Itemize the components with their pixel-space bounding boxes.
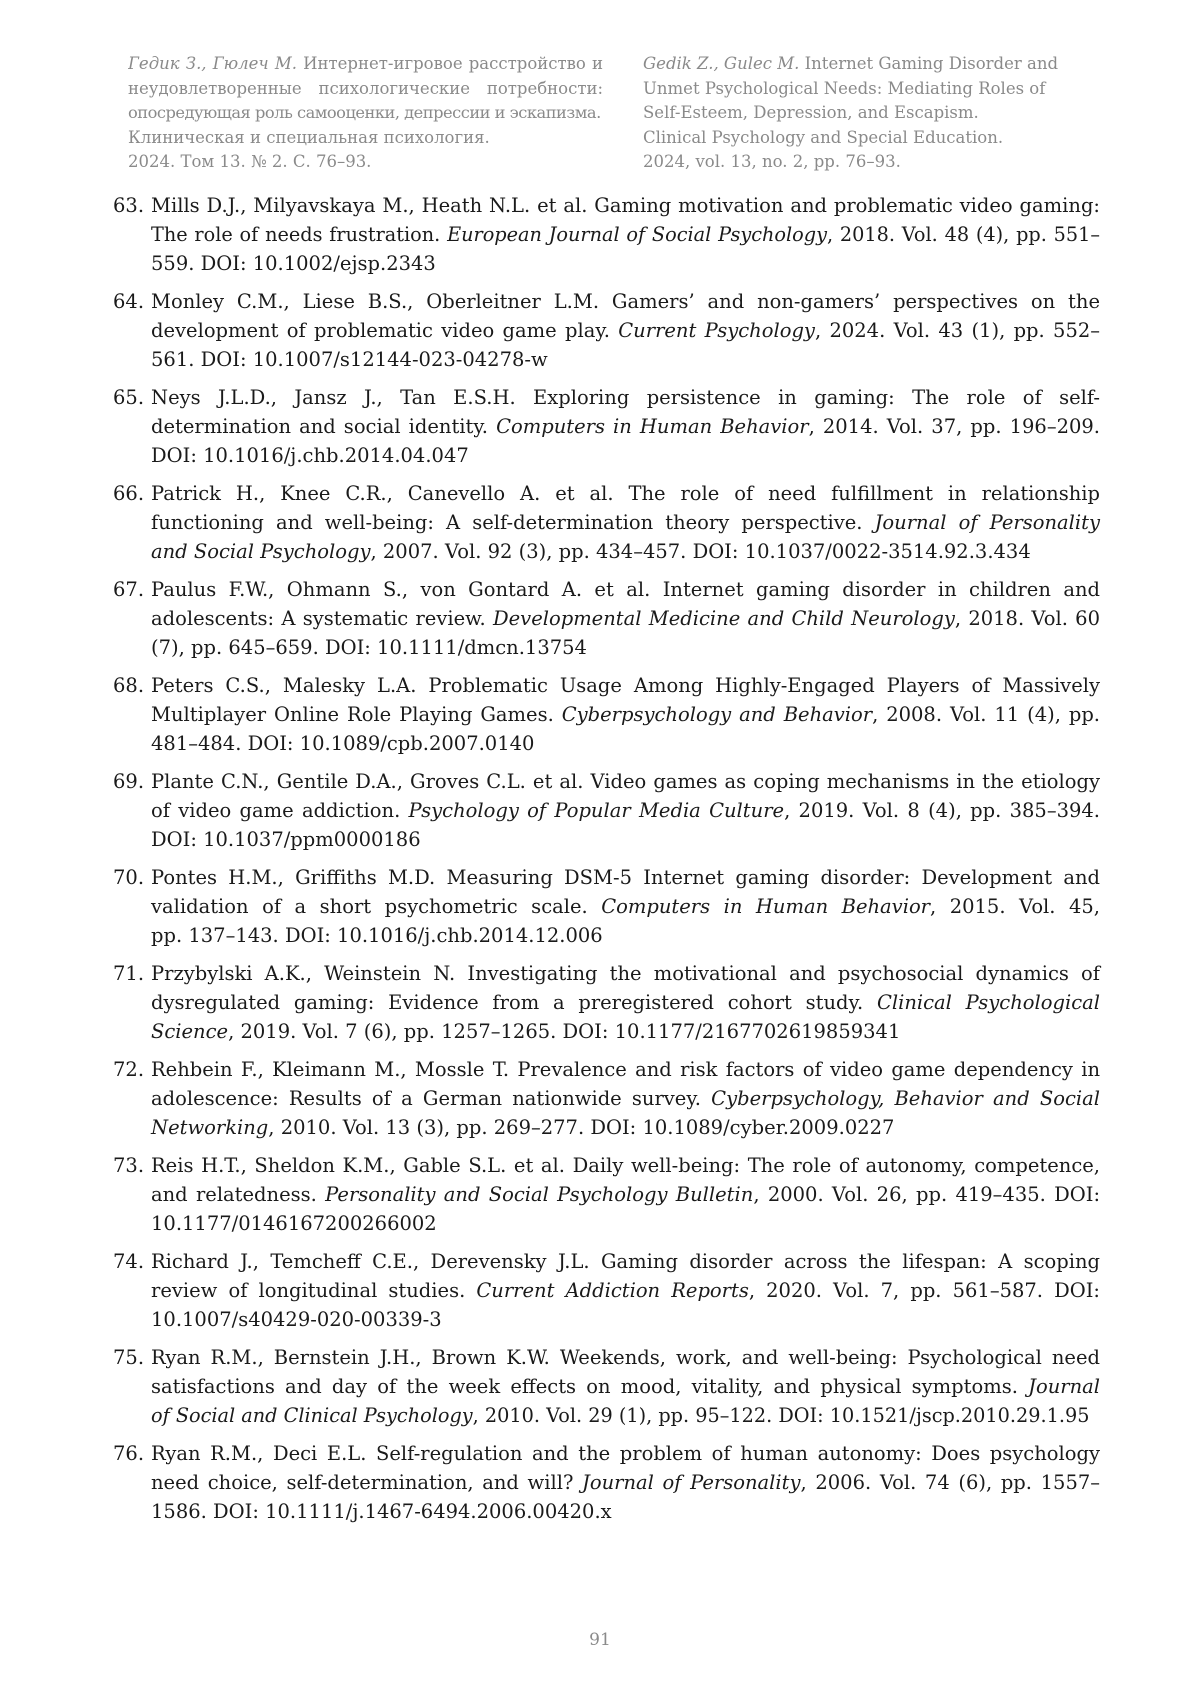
reference-text: , 2018. Vol. 48 (4), pp. 551– xyxy=(826,223,1100,246)
reference-journal: and Social Psychology xyxy=(151,540,371,563)
page-number: 91 xyxy=(589,1630,611,1650)
reference-text: , 2019. Vol. 7 (6), pp. 1257–1265. DOI: 10.1177/2167702619859341 xyxy=(228,1020,901,1043)
reference-text: 559. DOI: 10.1002/ejsp.2343 xyxy=(151,252,436,275)
reference-line-2 xyxy=(151,1372,1100,1401)
reference-line-2 xyxy=(151,316,1100,345)
reference-text: validation of a short psychometric scale. xyxy=(151,895,602,918)
header-en-authors: Gedik Z., Gulec M. xyxy=(643,54,800,73)
reference-line-1: Peters C.S., Malesky L.A. Problematic Usage Among Highly-Engaged Players of Massively xyxy=(151,674,1100,697)
reference-line-3 xyxy=(151,1305,1100,1334)
reference-text: adolescence: Results of a German nationwide survey. xyxy=(151,1087,712,1110)
reference-line-3 xyxy=(151,537,1100,566)
reference-number: 70. xyxy=(113,866,145,889)
reference-line-2 xyxy=(151,988,1100,1017)
reference-journal: Science xyxy=(151,1020,229,1043)
header-ru-line-3: опосредующая роль самооценки, депрессии и эскапизма. xyxy=(128,103,601,122)
reference-number: 73. xyxy=(113,1154,145,1177)
reference-line-3 xyxy=(151,345,1100,374)
header-en-line-2: Unmet Psychological Needs: Mediating Roles of xyxy=(643,78,1046,98)
reference-text: , 2020. Vol. 7, pp. 561–587. DOI: xyxy=(748,1279,1100,1302)
reference-journal: Current Addiction Reports xyxy=(476,1279,749,1302)
reference-line-1: Mills D.J., Milyavskaya M., Heath N.L. et al. Gaming motivation and problematic video gaming: xyxy=(151,194,1100,217)
reference-journal: Journal xyxy=(1028,1375,1100,1398)
reference-number: 71. xyxy=(113,962,145,985)
reference-line-2 xyxy=(151,412,1100,441)
reference-text: 10.1007/s40429-020-00339-3 xyxy=(151,1308,442,1331)
reference-text: development of problematic video game play. xyxy=(151,319,619,342)
reference-line-2 xyxy=(151,1180,1100,1209)
reference-line-2 xyxy=(151,1276,1100,1305)
reference-text: , 2006. Vol. 74 (6), pp. 1557– xyxy=(800,1471,1101,1494)
reference-item xyxy=(113,1439,1100,1526)
reference-number: 65. xyxy=(113,386,145,409)
reference-text: functioning and well-being: A self-determination theory perspective. xyxy=(151,511,875,534)
reference-number: 74. xyxy=(113,1250,145,1273)
reference-text: The role of needs frustration. xyxy=(151,223,448,246)
reference-line-2 xyxy=(151,892,1100,921)
reference-journal: Journal of Personality xyxy=(874,511,1101,534)
header-en-line-1: Gedik Z., Gulec M. Internet Gaming Disorder and xyxy=(643,54,1059,73)
reference-line-3 xyxy=(151,1209,1100,1238)
reference-text: , 2024. Vol. 43 (1), pp. 552– xyxy=(814,319,1101,342)
reference-item xyxy=(113,767,1100,854)
reference-line-1: Rehbein F., Kleimann M., Mossle T. Prevalence and risk factors of video game dependency in xyxy=(151,1058,1100,1081)
reference-line-1: Richard J., Temcheff C.E., Derevensky J.L. Gaming disorder across the lifespan: A scoping xyxy=(151,1250,1100,1273)
reference-text: , 2019. Vol. 8 (4), pp. 385–394. xyxy=(784,799,1100,822)
reference-line-2 xyxy=(151,508,1100,537)
reference-item xyxy=(113,1343,1100,1430)
reference-number: 72. xyxy=(113,1058,145,1081)
header-ru-authors: Гедик З., Гюлеч М. xyxy=(128,54,297,73)
reference-text: of video game addiction. xyxy=(151,799,409,822)
reference-line-3 xyxy=(151,441,1100,470)
reference-text: , 2008. Vol. 11 (4), pp. xyxy=(872,703,1100,726)
reference-item xyxy=(113,191,1100,278)
reference-journal: Computers in Human Behavior xyxy=(601,895,931,918)
reference-line-3 xyxy=(151,1401,1100,1430)
reference-line-1: Monley C.M., Liese B.S., Oberleitner L.M. Gamers’ and non-gamers’ perspectives on the xyxy=(151,290,1100,313)
header-ru-line-1: Гедик З., Гюлеч М. Интернет-игровое расстройство и xyxy=(128,54,603,73)
reference-text: DOI: 10.1016/j.chb.2014.04.047 xyxy=(151,444,469,467)
header-en-line-4: Clinical Psychology and Special Education. xyxy=(643,127,1004,147)
reference-text: , 2000. Vol. 26, pp. 419–435. DOI: xyxy=(753,1183,1101,1206)
reference-journal: Journal of Personality xyxy=(582,1471,801,1494)
reference-text: need choice, self-determination, and will? xyxy=(151,1471,583,1494)
reference-text: DOI: 10.1037/ppm0000186 xyxy=(151,828,421,851)
reference-journal: Psychology of Popular Media Culture xyxy=(408,799,785,822)
reference-text: review of longitudinal studies. xyxy=(151,1279,477,1302)
reference-number: 75. xyxy=(113,1346,145,1369)
reference-text: Multiplayer Online Role Playing Games. xyxy=(151,703,562,726)
reference-journal: Cyberpsychology and Behavior xyxy=(561,703,873,726)
reference-number: 66. xyxy=(113,482,145,505)
header-ru-line-5: 2024. Том 13. № 2. С. 76–93. xyxy=(128,152,372,171)
reference-line-1: Pontes H.M., Griffiths M.D. Measuring DSM-5 Internet gaming disorder: Development and xyxy=(151,866,1100,889)
header-english xyxy=(643,52,1118,175)
reference-journal: Computers in Human Behavior xyxy=(496,415,809,438)
reference-number: 69. xyxy=(113,770,145,793)
reference-line-3 xyxy=(151,1017,1100,1046)
reference-text: , 2010. Vol. 29 (1), pp. 95–122. DOI: 10.1521/jscp.2010.29.1.95 xyxy=(472,1404,1090,1427)
reference-number: 68. xyxy=(113,674,145,697)
reference-journal: Developmental Medicine and Child Neurology xyxy=(493,607,955,630)
reference-line-2 xyxy=(151,220,1100,249)
reference-journal: Personality and Social Psychology Bulletin xyxy=(325,1183,754,1206)
reference-text: , 2007. Vol. 92 (3), pp. 434–457. DOI: 10.1037/0022-3514.92.3.434 xyxy=(370,540,1031,563)
reference-number: 64. xyxy=(113,290,145,313)
reference-line-3 xyxy=(151,825,1100,854)
reference-item xyxy=(113,1151,1100,1238)
reference-line-1: Patrick H., Knee C.R., Canevello A. et al. The role of need fulfillment in relationship xyxy=(151,482,1100,505)
reference-line-1: Przybylski A.K., Weinstein N. Investigating the motivational and psychosocial dynamics of xyxy=(151,962,1100,985)
reference-line-3 xyxy=(151,729,1100,758)
header-ru-line-2: неудовлетворенные психологические потребности: xyxy=(128,78,603,98)
reference-line-2 xyxy=(151,700,1100,729)
reference-line-1: Ryan R.M., Bernstein J.H., Brown K.W. Weekends, work, and well-being: Psychological need xyxy=(151,1346,1100,1369)
reference-text: , 2014. Vol. 37, pp. 196–209. xyxy=(808,415,1100,438)
reference-journal: European Journal of Social Psychology xyxy=(447,223,827,246)
reference-item xyxy=(113,1247,1100,1334)
reference-text: , 2015. Vol. 45, xyxy=(930,895,1100,918)
reference-line-3 xyxy=(151,633,1100,662)
reference-line-3 xyxy=(151,249,1100,278)
reference-list xyxy=(113,191,1100,1535)
reference-item xyxy=(113,671,1100,758)
reference-text: , 2010. Vol. 13 (3), pp. 269–277. DOI: 10.1089/cyber.2009.0227 xyxy=(268,1116,895,1139)
reference-text: (7), pp. 645–659. DOI: 10.1111/dmcn.13754 xyxy=(151,636,587,659)
reference-item xyxy=(113,959,1100,1046)
reference-line-2 xyxy=(151,1084,1100,1113)
reference-number: 63. xyxy=(113,194,145,217)
reference-line-3 xyxy=(151,1113,1100,1142)
reference-item xyxy=(113,383,1100,470)
reference-line-1: Paulus F.W., Ohmann S., von Gontard A. et al. Internet gaming disorder in children and xyxy=(151,578,1100,601)
reference-text: pp. 137–143. DOI: 10.1016/j.chb.2014.12.006 xyxy=(151,924,603,947)
reference-text: 1586. DOI: 10.1111/j.1467-6494.2006.00420.x xyxy=(151,1500,612,1523)
reference-number: 76. xyxy=(113,1442,145,1465)
reference-line-1: Reis H.T., Sheldon K.M., Gable S.L. et al. Daily well-being: The role of autonomy, competence, xyxy=(151,1154,1100,1177)
reference-text: 10.1177/0146167200266002 xyxy=(151,1212,437,1235)
header-ru-line-4: Клиническая и специальная психология. xyxy=(128,127,490,147)
reference-journal: of Social and Clinical Psychology xyxy=(151,1404,473,1427)
reference-line-1: Plante C.N., Gentile D.A., Groves C.L. et al. Video games as coping mechanisms in the etiology xyxy=(151,770,1100,793)
reference-line-3 xyxy=(151,1497,1100,1526)
reference-text: 561. DOI: 10.1007/s12144-023-04278-w xyxy=(151,348,548,371)
reference-item xyxy=(113,287,1100,374)
reference-text: 481–484. DOI: 10.1089/cpb.2007.0140 xyxy=(151,732,535,755)
header-en-line-3: Self-Esteem, Depression, and Escapism. xyxy=(643,103,979,122)
reference-journal: Current Psychology xyxy=(618,319,815,342)
reference-item xyxy=(113,479,1100,566)
header-russian xyxy=(128,52,603,175)
header-en-line-5: 2024, vol. 13, no. 2, pp. 76–93. xyxy=(643,152,901,171)
running-header xyxy=(128,52,1118,175)
reference-text: and relatedness. xyxy=(151,1183,326,1206)
reference-line-2 xyxy=(151,604,1100,633)
reference-item xyxy=(113,575,1100,662)
reference-line-1: Ryan R.M., Deci E.L. Self-regulation and the problem of human autonomy: Does psychology xyxy=(151,1442,1100,1465)
reference-text: satisfactions and day of the week effects on mood, vitality, and physical symptoms. xyxy=(151,1375,1029,1398)
reference-item xyxy=(113,1055,1100,1142)
reference-line-3 xyxy=(151,921,1100,950)
reference-journal: Networking xyxy=(151,1116,269,1139)
reference-journal: Clinical Psychological xyxy=(876,991,1100,1014)
reference-line-2 xyxy=(151,796,1100,825)
reference-line-2 xyxy=(151,1468,1100,1497)
reference-text: , 2018. Vol. 60 xyxy=(954,607,1100,630)
reference-text: adolescents: A systematic review. xyxy=(151,607,493,630)
reference-text: determination and social identity. xyxy=(151,415,497,438)
reference-journal: Cyberpsychology, Behavior and Social xyxy=(711,1087,1100,1110)
reference-line-1: Neys J.L.D., Jansz J., Tan E.S.H. Exploring persistence in gaming: The role of self- xyxy=(151,386,1100,409)
reference-item xyxy=(113,863,1100,950)
reference-number: 67. xyxy=(113,578,145,601)
reference-text: dysregulated gaming: Evidence from a preregistered cohort study. xyxy=(151,991,877,1014)
